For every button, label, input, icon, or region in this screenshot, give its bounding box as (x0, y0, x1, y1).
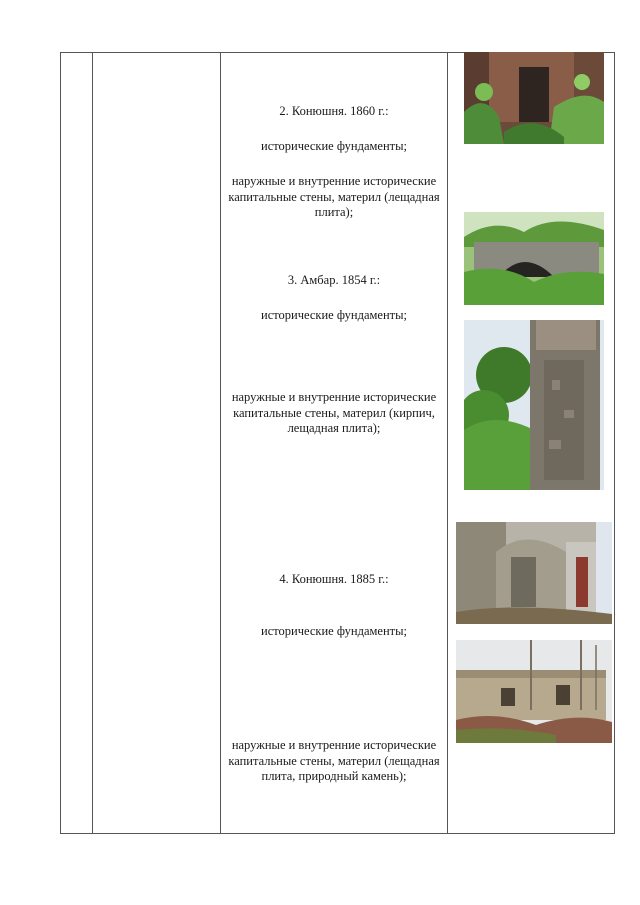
entry-item: наружные и внутренние исторические капитальные стены, материл (кирпич, лещадная плита); (231, 390, 437, 435)
stable-1885-photo-1 (456, 522, 612, 624)
barn-1854-photo-2 (464, 320, 604, 490)
entry-item: исторические фундаменты; (261, 139, 407, 153)
barn-1854-photo-1 (464, 212, 604, 305)
column-divider-2 (220, 53, 221, 833)
column-divider-3 (447, 53, 448, 833)
entry-title: 2. Конюшня. 1860 г.: (279, 104, 389, 118)
entry-title: 4. Конюшня. 1885 г.: (279, 572, 389, 586)
stable-1885-photo-2 (456, 640, 612, 743)
entry-item: исторические фундаменты; (261, 624, 407, 638)
entry-item: наружные и внутренние исторические капитальные стены, материл (лещадная плита); (228, 174, 440, 219)
entry-title: 3. Амбар. 1854 г.: (287, 273, 381, 287)
stable-1860-photo (464, 52, 604, 144)
column-divider-1 (92, 53, 93, 833)
entry-item: наружные и внутренние исторические капитальные стены, материл (лещадная плита, природный камень); (228, 738, 440, 783)
entry-item: исторические фундаменты; (261, 308, 407, 322)
